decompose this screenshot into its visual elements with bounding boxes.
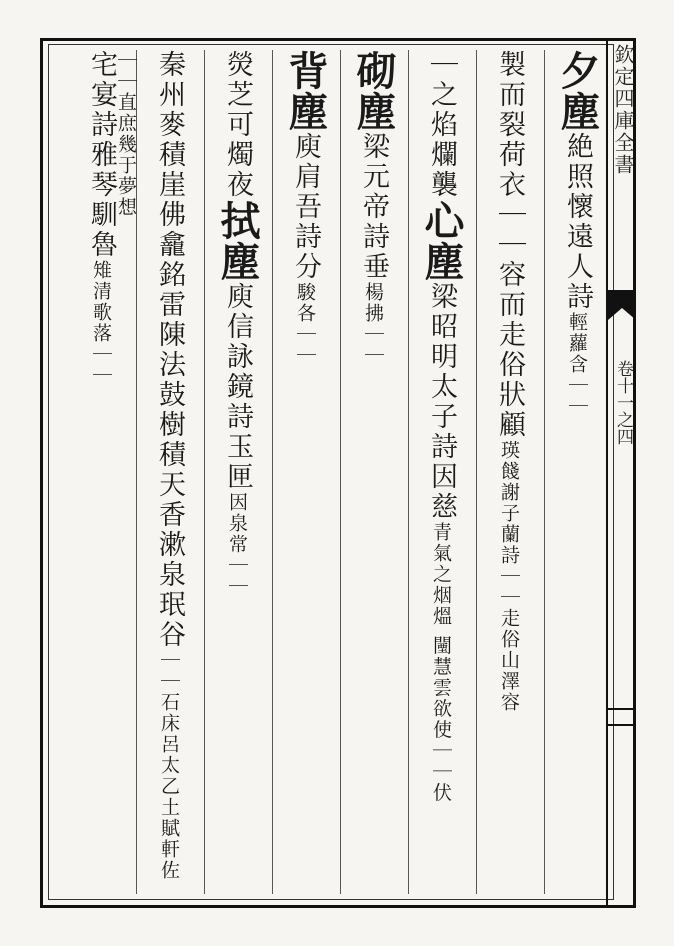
column-1-part-3: 輕蘿含｜｜: [566, 312, 588, 417]
column-5-part-3: 駿各｜｜: [294, 282, 316, 366]
column-3-part-4: 青氣之烟熅 闉慧雲欲使｜｜伏: [430, 522, 452, 804]
column-3: [408, 50, 470, 894]
column-3-part-3: 梁昭明太子詩因慈: [426, 282, 457, 522]
column-7-part-2: ｜｜石床呂太乙土賦軒佐｜｜直庶幾于夢想: [115, 50, 180, 881]
lower-fishtail-mark: [608, 708, 636, 726]
column-6-part-1: 熒芝可燭夜: [222, 50, 253, 200]
column-6-part-4: 因泉常｜｜: [226, 492, 248, 597]
column-6: [204, 50, 266, 894]
column-5-part-2: 庾肩吾詩分: [290, 132, 321, 282]
column-1-part-2: 絶照懷遠人詩: [562, 132, 593, 312]
column-7: [115, 50, 198, 894]
column-2-part-1: 製而裂荷衣｜｜容而走俗狀顧: [494, 50, 525, 440]
column-4-part-3: 楊拂｜｜: [362, 282, 384, 366]
column-8: [68, 50, 130, 894]
volume-marker: 卷十一之四: [613, 360, 633, 445]
column-6-part-3: 庾信詠鏡詩玉匣: [222, 282, 253, 492]
column-3-part-2: 心塵: [418, 200, 465, 282]
column-7-part-1: 秦州麥積崖佛龕銘雷陳法鼓樹積天香漱泉珉谷: [154, 50, 185, 650]
column-2-part-2: 瑛餞謝子蘭詩｜｜走俗山澤容: [498, 440, 520, 713]
column-4: [340, 50, 402, 894]
column-8-part-1: 宅宴詩雅琴馴魯: [86, 50, 117, 260]
column-6-part-2: 拭塵: [214, 200, 261, 282]
text-columns: [50, 46, 606, 898]
column-1-part-1: 夕塵: [554, 50, 601, 132]
book-title-header: 欽定四庫全書: [611, 44, 635, 176]
column-4-part-1: 砌塵: [350, 50, 397, 132]
column-8-part-2: 雉清歌落｜｜: [90, 260, 112, 386]
column-2: [476, 50, 538, 894]
column-5-part-1: 背塵: [282, 50, 329, 132]
column-3-part-1: ｜之焰爛襲: [426, 50, 457, 200]
column-5: [272, 50, 334, 894]
column-4-part-2: 梁元帝詩垂: [358, 132, 389, 282]
column-1: [544, 50, 606, 894]
